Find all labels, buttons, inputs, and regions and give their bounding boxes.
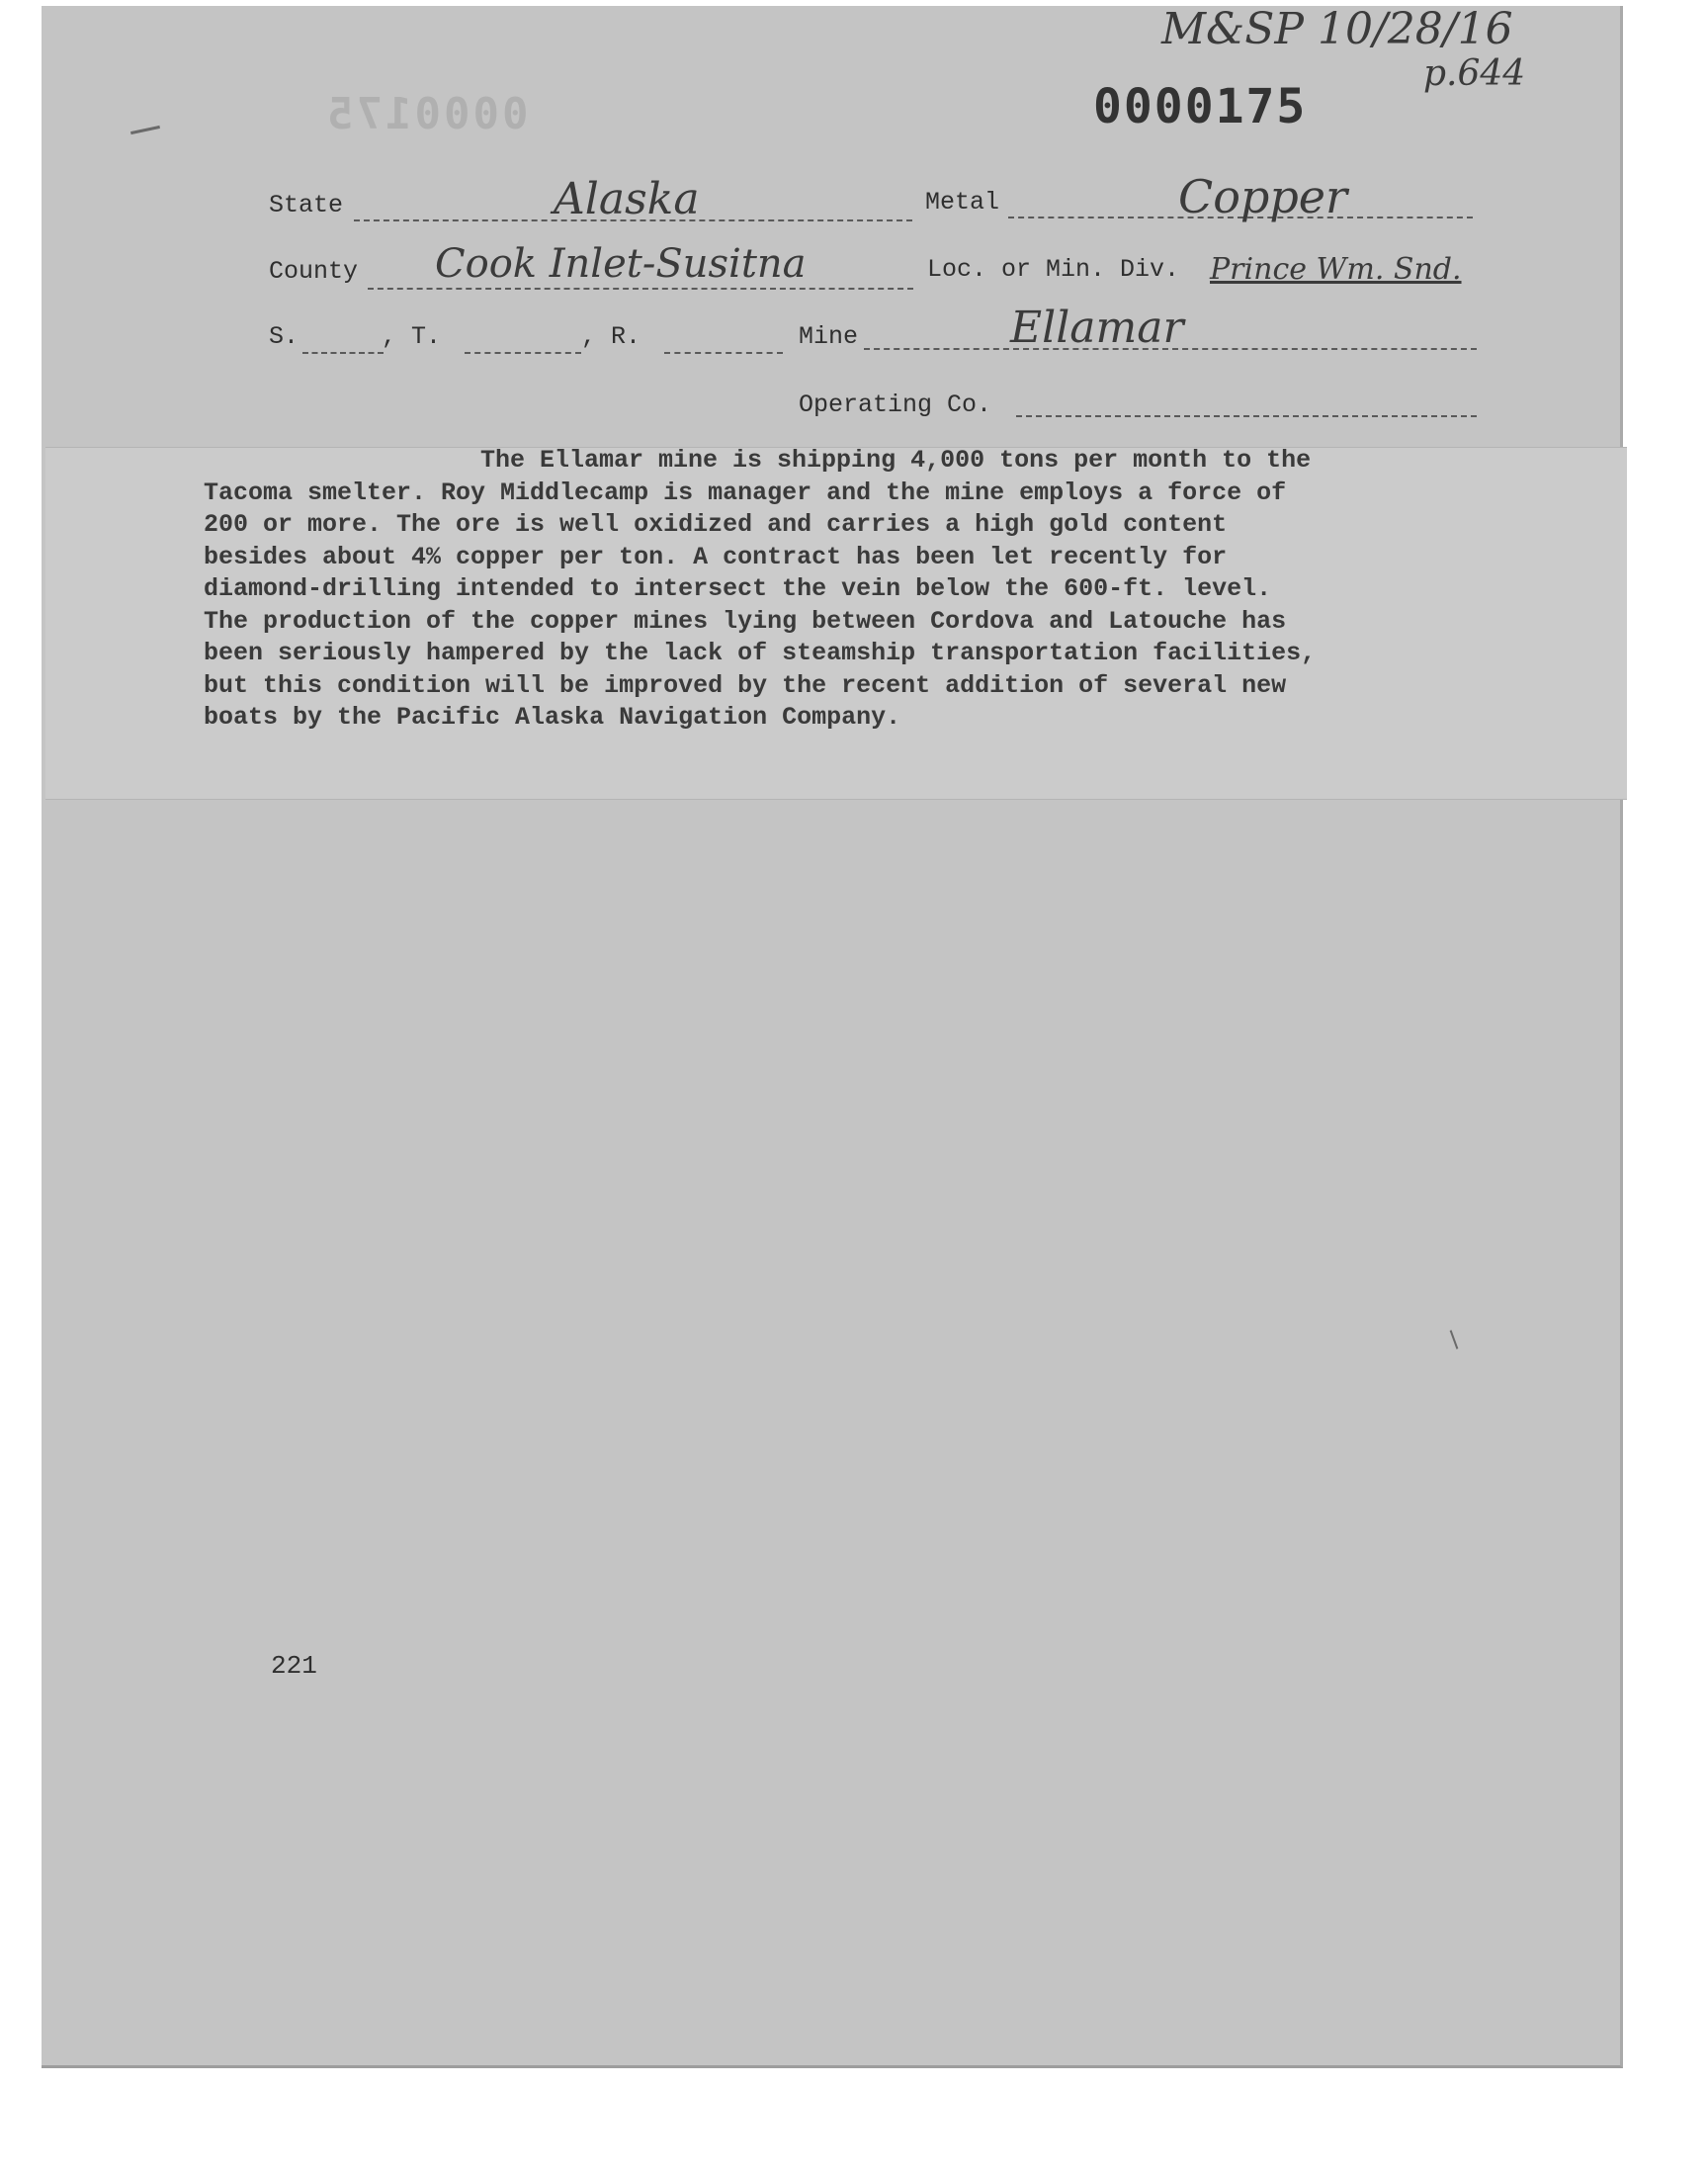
mine-value: Ellamar: [1010, 303, 1184, 353]
bleed-through-stamp: 0000175: [324, 89, 529, 139]
range-line: [664, 352, 783, 354]
operating-co-line: [1016, 415, 1477, 417]
township-label: , T.: [382, 322, 442, 351]
range-label: , R.: [581, 322, 641, 351]
section-line: [302, 352, 384, 354]
county-line: [368, 288, 913, 290]
section-label: S.: [269, 322, 299, 351]
loc-value: Prince Wm. Snd.: [1210, 252, 1462, 287]
loc-label: Loc. or Min. Div.: [927, 255, 1180, 284]
mine-label: Mine: [799, 322, 859, 351]
clipping-line: The production of the copper mines lying between Cordova and Latouche has: [204, 606, 1287, 636]
clipping-line: Tacoma smelter. Roy Middlecamp is manager and the mine employs a force of: [204, 478, 1287, 507]
metal-value: Copper: [1178, 170, 1347, 223]
clipping-text: [204, 445, 1489, 735]
page-reference-annotation: p.644: [1423, 53, 1526, 94]
state-label: State: [269, 191, 344, 219]
state-value: Alaska: [554, 174, 700, 224]
clipping-line: been seriously hampered by the lack of steamship transportation facilities,: [204, 639, 1317, 667]
document-number-stamp: 0000175: [1093, 79, 1308, 134]
township-line: [465, 352, 581, 354]
document-scan: [42, 6, 1623, 2068]
county-label: County: [269, 257, 359, 286]
clipping-line: diamond-drilling intended to intersect the vein below the 600-ft. level.: [204, 574, 1272, 603]
clipping-line: boats by the Pacific Alaska Navigation Company.: [204, 703, 901, 732]
clipping-line: but this condition will be improved by the recent addition of several new: [204, 670, 1287, 700]
source-annotation: M&SP 10/28/16: [1161, 4, 1513, 54]
clipping-line: besides about 4% copper per ton. A contract has been let recently for: [204, 542, 1228, 571]
metal-label: Metal: [925, 188, 1000, 217]
clipping-line: 200 or more. The ore is well oxidized and carries a high gold content: [204, 510, 1228, 539]
page-number: 221: [271, 1651, 317, 1681]
county-value: Cook Inlet-Susitna: [435, 241, 807, 287]
clipping-line: The Ellamar mine is shipping 4,000 tons per month to the: [480, 446, 1312, 475]
operating-co-label: Operating Co.: [799, 391, 992, 419]
